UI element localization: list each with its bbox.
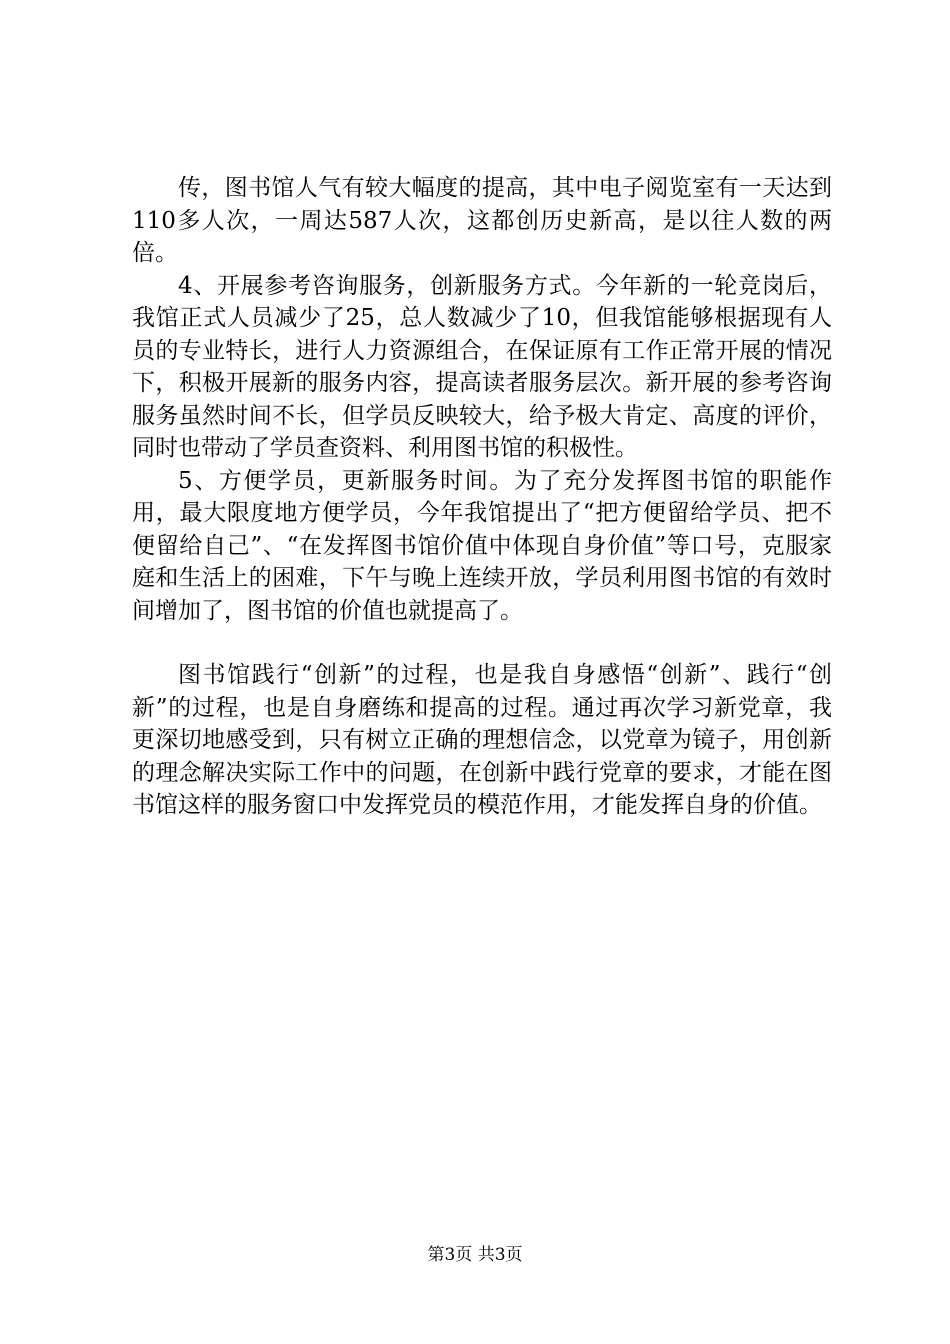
paragraph-visitor-stats: 传，图书馆人气有较大幅度的提高，其中电子阅览室有一天达到110多人次，一周达587人次，这都创历史新高，是以往人数的两倍。 bbox=[132, 175, 832, 266]
paragraph-conclusion: 图书馆践行“创新”的过程，也是我自身感悟“创新”、践行“创新”的过程，也是自身磨练和提高的过程。通过再次学习新党章，我更深切地感受到，只有树立正确的理想信念，以党章为镜子，用创新的理念解决实际工作中的问题，在创新中践行党章的要求，才能在图书馆这样的服务窗口中发挥党员的模范作用，才能发挥自身的价值。 bbox=[132, 662, 832, 818]
page-footer: 第3页 共3页 bbox=[427, 1245, 523, 1265]
document-body bbox=[132, 172, 832, 822]
paragraph-service-hours: 5、方便学员，更新服务时间。为了充分发挥图书馆的职能作用，最大限度地方便学员，今年我馆提出了“把方便留给学员、把不便留给自己”、“在发挥图书馆价值中体现自身价值”等口号，克服家庭和生活上的困难，下午与晚上连续开放，学员利用图书馆的有效时间增加了，图书馆的价值也就提高了。 bbox=[132, 467, 832, 624]
paragraph-reference-service: 4、开展参考咨询服务，创新服务方式。今年新的一轮竞岗后，我馆正式人员减少了25，总人数减少了10，但我馆能够根据现有人员的专业特长，进行人力资源组合，在保证原有工作正常开展的情况下，积极开展新的服务内容，提高读者服务层次。新开展的参考咨询服务虽然时间不长，但学员反映较大，给予极大肯定、高度的评价，同时也带动了学员查资料、利用图书馆的积极性。 bbox=[132, 272, 832, 461]
